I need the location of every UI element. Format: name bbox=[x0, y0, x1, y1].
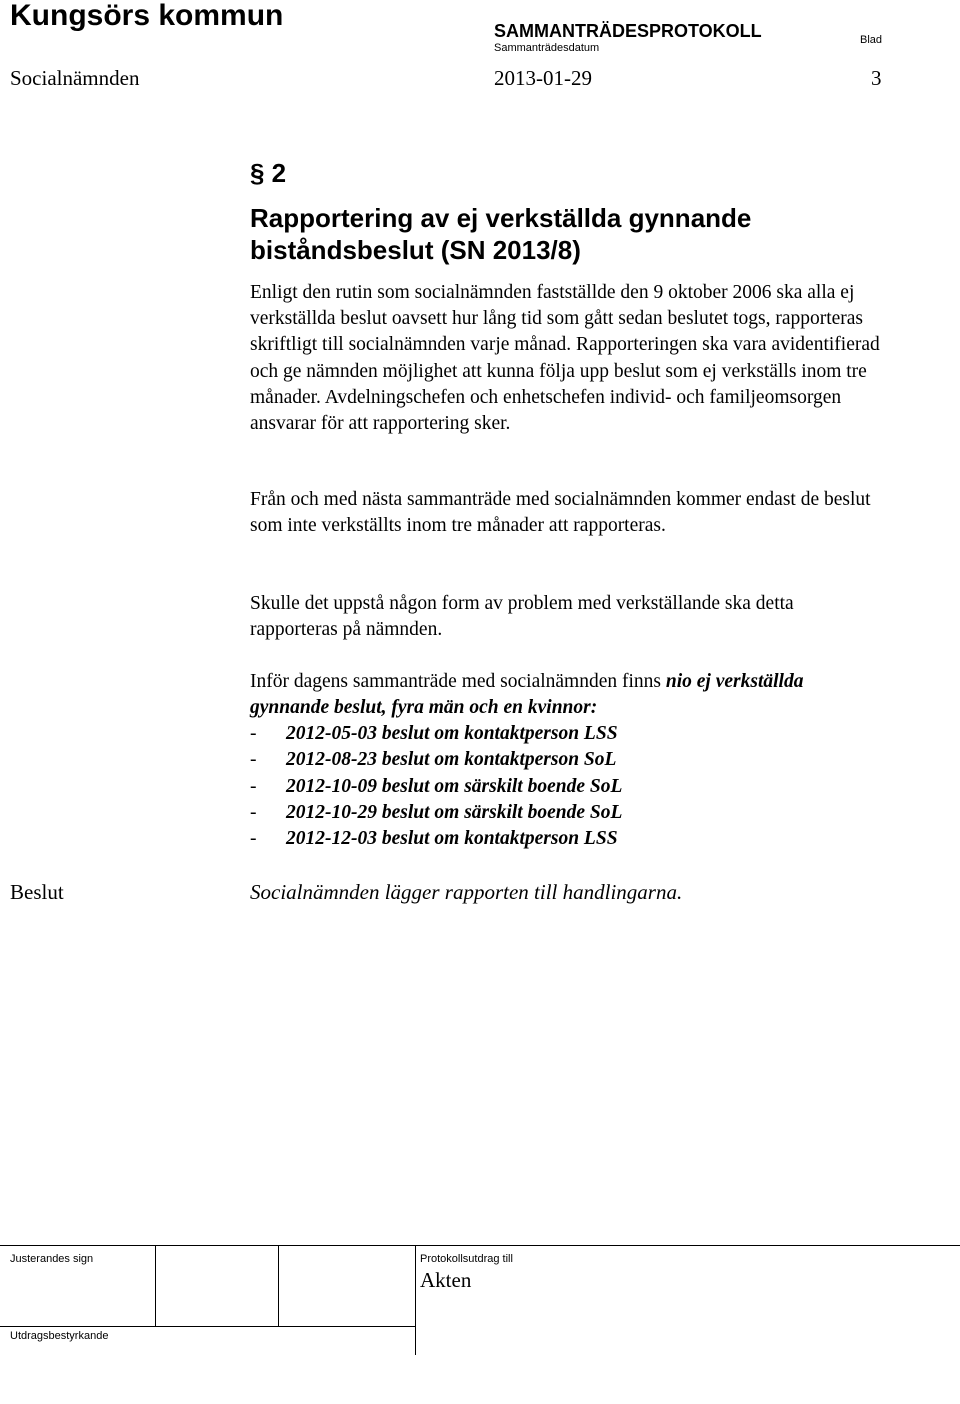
justerandes-sign-label: Justerandes sign bbox=[10, 1253, 94, 1265]
list-item-text: 2012-05-03 beslut om kontaktperson LSS bbox=[286, 723, 618, 744]
protocol-extract-label: Protokollsutdrag till bbox=[420, 1253, 513, 1265]
decision-list bbox=[250, 721, 622, 852]
section-number: § 2 bbox=[250, 158, 287, 188]
list-item-text: 2012-08-23 beslut om kontaktperson SoL bbox=[286, 749, 617, 771]
municipality-name: Kungsörs kommun bbox=[10, 0, 284, 32]
table-rule bbox=[0, 1245, 960, 1246]
extract-certification-label: Utdragsbestyrkande bbox=[10, 1330, 109, 1342]
list-item bbox=[250, 721, 622, 747]
list-item bbox=[250, 800, 622, 826]
list-marker: - bbox=[250, 775, 257, 797]
decision-text: Socialnämnden lägger rapporten till handlingarna. bbox=[250, 880, 683, 904]
paragraph-todays-meeting bbox=[250, 669, 880, 721]
list-item bbox=[250, 747, 622, 773]
paragraph-routine: Enligt den rutin som socialnämnden fastställde den 9 oktober 2006 ska alla ej verkställda beslut oavsett hur lång tid som gått sedan beslutet togs, rapporteras skriftligt till socialnämnden varje månad. Rapporteringen ska vara avidentifierad och ge nämnden möjlighet att kunna följa upp beslut som ej verkställs inom tre månader. Avdelningschefen och enhetschefen individ- och familjeomsorgen ansvarar för att rapportering sker. bbox=[250, 282, 880, 435]
decision-label: Beslut bbox=[10, 880, 64, 904]
protocol-extract-value: Akten bbox=[420, 1268, 472, 1292]
list-marker: - bbox=[250, 828, 257, 850]
list-item bbox=[250, 774, 622, 800]
document-type: SAMMANTRÄDESPROTOKOLL bbox=[494, 21, 762, 41]
paragraph-lead-text: Inför dagens sammanträde med socialnämnden finns bbox=[250, 671, 666, 692]
list-marker: - bbox=[250, 723, 257, 744]
list-item bbox=[250, 826, 622, 852]
paragraph-next-meeting: Från och med nästa sammanträde med socialnämnden kommer endast de beslut som inte verkställts inom tre månader att rapporteras. bbox=[250, 489, 871, 537]
list-item-text: 2012-10-09 beslut om särskilt boende SoL bbox=[286, 775, 623, 797]
committee-name: Socialnämnden bbox=[10, 66, 140, 90]
page-number: 3 bbox=[871, 66, 882, 90]
table-rule bbox=[0, 1326, 415, 1327]
meeting-date-label: Sammanträdesdatum bbox=[494, 42, 600, 54]
list-item-text: 2012-12-03 beslut om kontaktperson LSS bbox=[286, 828, 618, 850]
paragraph-emphasis-text: nio ej verkställda gynnande beslut, fyra män och en kvinnor: bbox=[250, 671, 804, 719]
page-label: Blad bbox=[860, 34, 883, 46]
meeting-date: 2013-01-29 bbox=[494, 66, 592, 90]
list-marker: - bbox=[250, 749, 257, 771]
table-divider bbox=[155, 1245, 156, 1327]
table-divider bbox=[415, 1245, 416, 1355]
list-marker: - bbox=[250, 801, 257, 823]
section-title: Rapportering av ej verkställda gynnande biståndsbeslut (SN 2013/8) bbox=[250, 203, 752, 265]
list-item-text: 2012-10-29 beslut om särskilt boende SoL bbox=[286, 801, 623, 823]
table-divider bbox=[278, 1245, 279, 1327]
signature-table bbox=[0, 1245, 960, 1355]
paragraph-problems: Skulle det uppstå någon form av problem med verkställande ska detta rapporteras på nämnden. bbox=[250, 593, 794, 641]
